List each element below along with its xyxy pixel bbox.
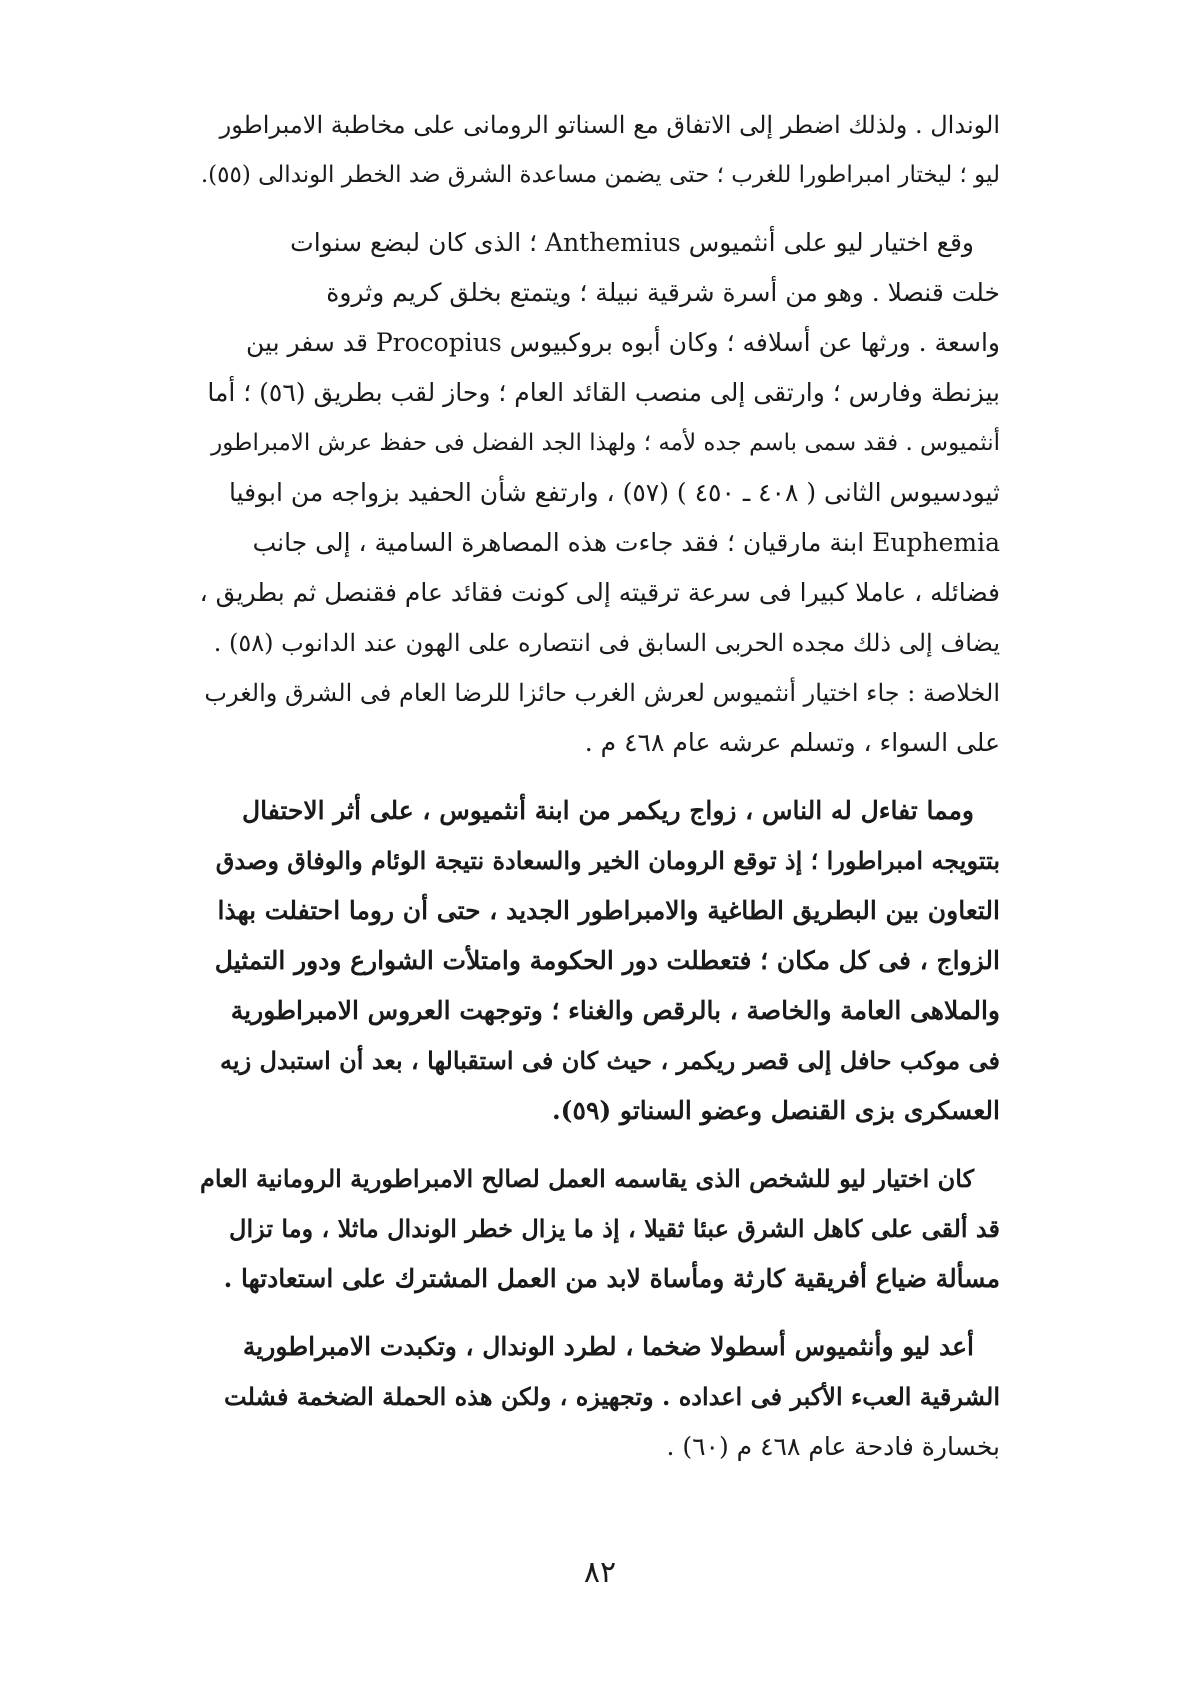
text-line [200, 1422, 1000, 1472]
line-text: ثيودسيوس الثانى ( ٤٠٨ ـ ٤٥٠ ) (٥٧) ، وارتفع شأن الحفيد بزواجه من ابوفيا [228, 478, 1000, 507]
text-line [200, 1372, 1000, 1422]
text-line [200, 1086, 1000, 1136]
paragraph [200, 1322, 1000, 1472]
line-text: أعد ليو وأنثميوس أسطولا ضخما ، لطرد الوندال ، وتكبدت الامبراطورية [242, 1332, 974, 1361]
text-line [200, 668, 1000, 718]
text-line [200, 150, 1000, 200]
line-text: الزواج ، فى كل مكان ؛ فتعطلت دور الحكومة وامتلأت الشوارع ودور التمثيل [214, 946, 1000, 975]
line-text: الوندال . ولذلك اضطر إلى الاتفاق مع السناتو الرومانى على مخاطبة الامبراطور [219, 111, 1000, 139]
text-line [200, 468, 1000, 518]
line-text: على السواء ، وتسلم عرشه عام ٤٦٨ م . [584, 728, 1000, 757]
line-text: التعاون بين البطريق الطاغية والامبراطور الجديد ، حتى أن روما احتفلت بهذا [217, 896, 1000, 925]
paragraph [200, 1154, 1000, 1304]
text-line [200, 618, 1000, 668]
line-text: وقع اختيار ليو على أنثميوس Anthemius ؛ الذى كان لبضع سنوات [290, 228, 974, 257]
page-number: ٨٢ [583, 1555, 617, 1590]
text-line [200, 1254, 1000, 1304]
line-text: أنثميوس . فقد سمى باسم جده لأمه ؛ ولهذا الجد الفضل فى حفظ عرش الامبراطور [211, 430, 1000, 456]
line-text: كان اختيار ليو للشخص الذى يقاسمه العمل لصالح الامبراطورية الرومانية العام [200, 1164, 974, 1193]
line-text: ومما تفاءل له الناس ، زواج ريكمر من ابنة أنثميوس ، على أثر الاحتفال [241, 796, 974, 825]
text-line [200, 936, 1000, 986]
line-text: خلت قنصلا . وهو من أسرة شرقية نبيلة ؛ ويتمتع بخلق كريم وثروة [326, 278, 1000, 307]
document-page [200, 100, 1000, 1490]
paragraph [200, 100, 1000, 200]
line-text: الخلاصة : جاء اختيار أنثميوس لعرش الغرب حائزا للرضا العام فى الشرق والغرب [204, 679, 1000, 707]
text-line [200, 718, 1000, 768]
text-line [200, 218, 1000, 268]
text-line [200, 268, 1000, 318]
line-text: الشرقية العبء الأكبر فى اعداده . وتجهيزه ، ولكن هذه الحملة الضخمة فشلت [224, 1382, 1000, 1411]
line-text: قد ألقى على كاهل الشرق عبئا ثقيلا ، إذ ما يزال خطر الوندال ماثلا ، وما تزال [229, 1214, 1000, 1243]
text-line [200, 418, 1000, 468]
text-line [200, 1036, 1000, 1086]
line-text: فى موكب حافل إلى قصر ريكمر ، حيث كان فى استقبالها ، بعد أن استبدل زيه [220, 1046, 1000, 1075]
text-line [200, 368, 1000, 418]
line-text: Euphemia ابنة مارقيان ؛ فقد جاءت هذه المصاهرة السامية ، إلى جانب [252, 528, 1000, 557]
text-line [200, 1322, 1000, 1372]
line-text: مسألة ضياع أفريقية كارثة ومأساة لابد من العمل المشترك على استعادتها . [223, 1264, 1000, 1293]
text-line [200, 1154, 1000, 1204]
text-line [200, 100, 1000, 150]
text-line [200, 1204, 1000, 1254]
line-text: واسعة . ورثها عن أسلافه ؛ وكان أبوه بروكبيوس Procopius قد سفر بين [246, 328, 1000, 357]
text-line [200, 986, 1000, 1036]
text-line [200, 786, 1000, 836]
line-text: فضائله ، عاملا كبيرا فى سرعة ترقيته إلى كونت فقائد عام فقنصل ثم بطريق ، [200, 578, 1000, 607]
text-line [200, 836, 1000, 886]
text-line [200, 518, 1000, 568]
line-text: العسكرى بزى القنصل وعضو السناتو (٥٩). [551, 1096, 1000, 1125]
line-text: بتتويجه امبراطورا ؛ إذ توقع الرومان الخير والسعادة نتيجة الوئام والوفاق وصدق [215, 846, 1000, 875]
paragraph [200, 786, 1000, 1136]
text-line [200, 318, 1000, 368]
line-text: يضاف إلى ذلك مجده الحربى السابق فى انتصاره على الهون عند الدانوب (٥٨) . [213, 629, 1000, 657]
text-line [200, 886, 1000, 936]
line-text: بيزنطة وفارس ؛ وارتقى إلى منصب القائد العام ؛ وحاز لقب بطريق (٥٦) ؛ أما [207, 378, 1000, 407]
line-text: والملاهى العامة والخاصة ، بالرقص والغناء ؛ وتوجهت العروس الامبراطورية [230, 996, 1000, 1025]
paragraph [200, 218, 1000, 768]
line-text: ليو ؛ ليختار امبراطورا للغرب ؛ حتى يضمن مساعدة الشرق ضد الخطر الوندالى (٥٥). [200, 162, 1000, 188]
text-line [200, 568, 1000, 618]
line-text: بخسارة فادحة عام ٤٦٨ م (٦٠) . [666, 1432, 1000, 1461]
